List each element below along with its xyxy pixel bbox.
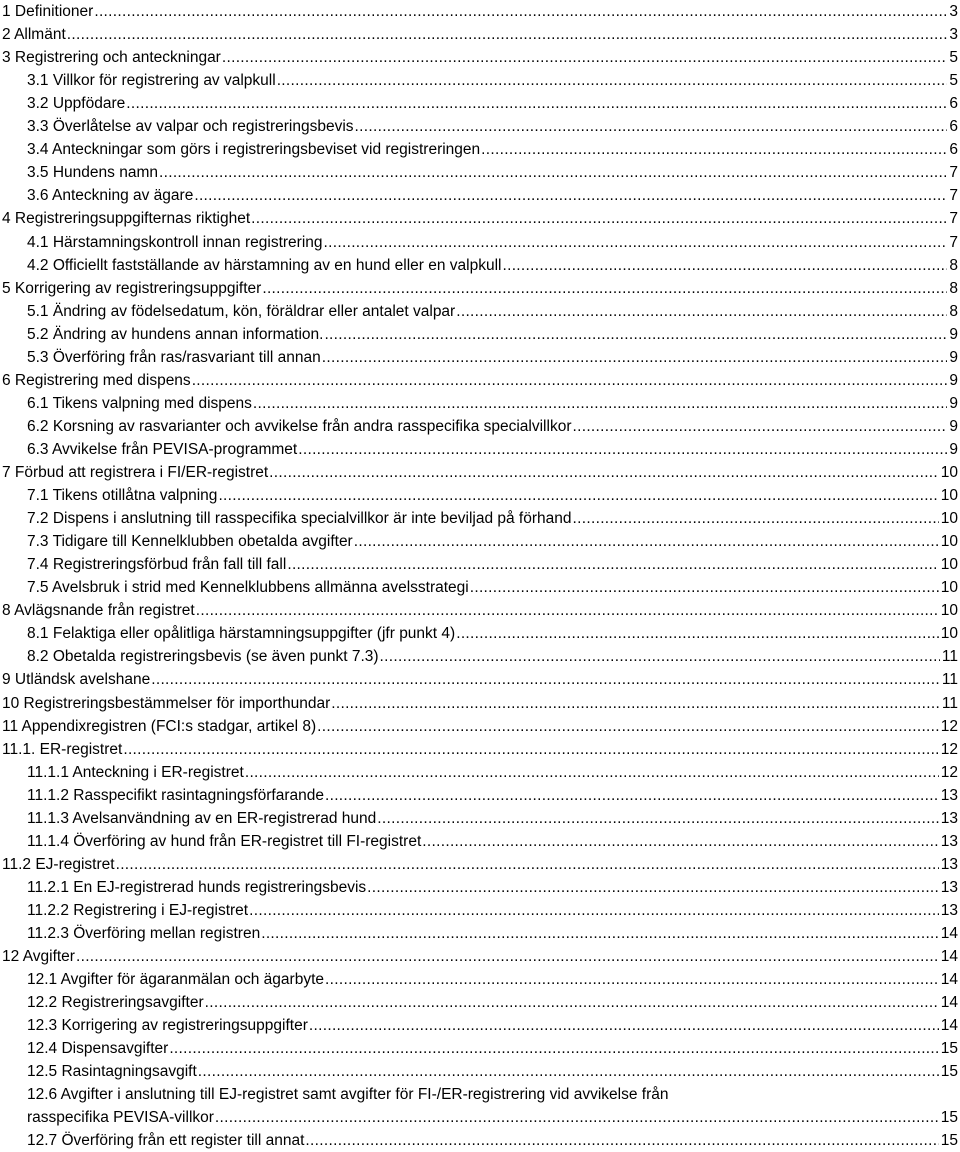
toc-entry[interactable] (0, 899, 960, 922)
toc-entry[interactable] (0, 991, 960, 1014)
toc-leader-dots (94, 0, 947, 23)
toc-entry[interactable] (0, 830, 960, 853)
toc-entry-label: 12.4 Dispensavgifter (27, 1040, 169, 1058)
toc-page-number: 15 (940, 1109, 958, 1127)
toc-leader-dots (67, 23, 948, 46)
toc-page-number: 13 (940, 901, 958, 919)
toc-entry-label: 12.7 Överföring från ett register till annat (27, 1132, 305, 1150)
toc-page-number: 11 (941, 694, 958, 712)
toc-entry[interactable] (0, 69, 960, 92)
toc-entry-label: 9 Utländsk avelshane (2, 671, 151, 689)
toc-leader-dots (159, 161, 947, 184)
toc-entry[interactable] (0, 115, 960, 138)
toc-page-number: 10 (940, 464, 958, 481)
toc-entry-label: rasspecifika PEVISA-villkor (27, 1109, 214, 1127)
toc-page-number: 7 (949, 210, 958, 228)
toc-entry[interactable] (0, 507, 960, 530)
toc-leader-dots (367, 876, 939, 899)
toc-entry-label: 3.4 Anteckningar som görs i registreringsbeviset vid registreringen (27, 141, 481, 159)
toc-leader-dots (355, 115, 948, 138)
toc-entry[interactable] (0, 138, 960, 161)
toc-entry-label: 3.3 Överlåtelse av valpar och registreringsbevis (27, 118, 354, 136)
toc-page-number: 10 (940, 510, 958, 528)
toc-entry[interactable] (0, 1037, 960, 1060)
toc-entry-label: 11 Appendixregistren (FCI:s stadgar, artikel 8) (2, 717, 317, 735)
toc-page-number: 9 (949, 417, 958, 435)
toc-entry-label: 3.5 Hundens namn (27, 164, 158, 182)
toc-entry[interactable] (0, 1060, 960, 1083)
toc-entry[interactable] (0, 1083, 960, 1106)
toc-entry-label: 12.6 Avgifter i anslutning till EJ-registret samt avgifter för FI-/ER-registrering vid avvikelse från (27, 1086, 669, 1104)
toc-entry[interactable] (0, 46, 960, 69)
toc-page-number: 7 (949, 187, 958, 205)
toc-entry-label: 5.2 Ändring av hundens annan information. (27, 325, 324, 343)
toc-page-number: 10 (940, 625, 958, 643)
toc-entry-label: 11.1.2 Rasspecifikt rasintagningsförfarande (27, 786, 324, 804)
toc-entry[interactable] (0, 692, 960, 715)
toc-page-number: 14 (940, 971, 958, 989)
toc-entry[interactable] (0, 392, 960, 415)
toc-leader-dots (262, 277, 947, 300)
toc-page-number: 11 (941, 648, 958, 666)
toc-entry[interactable] (0, 784, 960, 807)
toc-leader-dots (261, 922, 939, 945)
toc-page-number: 8 (949, 279, 958, 297)
toc-entry-label: 3.2 Uppfödare (27, 95, 126, 113)
toc-entry[interactable] (0, 668, 960, 691)
toc-entry-label: 6.3 Avvikelse från PEVISA-programmet (27, 440, 298, 458)
toc-entry[interactable] (0, 369, 960, 392)
toc-entry-label: 12.2 Registreringsavgifter (27, 994, 204, 1012)
toc-page-number: 13 (940, 878, 958, 896)
toc-entry[interactable] (0, 300, 960, 323)
toc-leader-dots (325, 968, 939, 991)
toc-entry[interactable] (0, 922, 960, 945)
toc-page-number: 9 (949, 371, 958, 389)
toc-leader-dots (245, 761, 939, 784)
toc-page-number: 14 (940, 994, 958, 1012)
toc-entry-label: 11.1.3 Avelsanvändning av en ER-registrerad hund (27, 809, 377, 827)
toc-entry[interactable] (0, 807, 960, 830)
toc-entry[interactable] (0, 207, 960, 230)
toc-entry[interactable] (0, 1014, 960, 1037)
toc-entry-label: 3.6 Anteckning av ägare (27, 187, 194, 205)
toc-entry[interactable] (0, 346, 960, 369)
toc-entry-label: 10 Registreringsbestämmelser för importhundar (2, 694, 331, 712)
toc-page-number: 10 (940, 533, 958, 551)
toc-entry-label: 7.3 Tidigare till Kennelklubben obetalda avgifter (27, 533, 353, 551)
toc-entry-label: 11.1.4 Överföring av hund från ER-registret till FI-registret (27, 832, 422, 850)
toc-page-number: 13 (940, 786, 958, 804)
toc-entry-label: 3.1 Villkor för registrering av valpkull (27, 72, 276, 90)
toc-leader-dots (456, 300, 947, 323)
toc-leader-dots (481, 138, 947, 161)
toc-entry[interactable] (0, 231, 960, 254)
toc-leader-dots (305, 1129, 938, 1152)
toc-leader-dots (322, 346, 948, 369)
toc-page-number: 14 (940, 948, 958, 966)
toc-leader-dots (470, 576, 939, 599)
toc-leader-dots (249, 899, 939, 922)
toc-page-number: 12 (940, 740, 958, 758)
toc-leader-dots (222, 46, 948, 69)
toc-leader-dots (573, 507, 939, 530)
toc-entry-label: 7 Förbud att registrera i FI/ER-registret (2, 464, 269, 481)
toc-entry-label: 12.5 Rasintagningsavgift (27, 1063, 197, 1081)
toc-entry-label: 5.1 Ändring av födelsedatum, kön, föräldrar eller antalet valpar (27, 302, 456, 320)
toc-page-number: 5 (949, 49, 958, 67)
toc-page-number: 8 (949, 302, 958, 320)
toc-leader-dots (194, 184, 947, 207)
toc-leader-dots (76, 945, 939, 968)
toc-entry[interactable] (0, 184, 960, 207)
toc-entry[interactable] (0, 622, 960, 645)
toc-leader-dots (380, 645, 940, 668)
toc-entry-label: 11.1.1 Anteckning i ER-registret (27, 763, 244, 781)
toc-page-number: 15 (940, 1132, 958, 1150)
toc-page-number: 9 (949, 394, 958, 412)
toc-entry[interactable] (0, 599, 960, 622)
toc-entry[interactable] (0, 461, 960, 484)
toc-entry-label: 7.1 Tikens otillåtna valpning (27, 487, 218, 505)
toc-leader-dots (422, 830, 938, 853)
toc-entry-label: 2 Allmänt (2, 26, 66, 44)
toc-entry[interactable] (0, 161, 960, 184)
toc-entry[interactable] (0, 23, 960, 46)
toc-leader-dots (192, 369, 948, 392)
toc-entry-label: 12.1 Avgifter för ägaranmälan och ägarbyte (27, 971, 324, 989)
toc-entry-label: 6 Registrering med dispens (2, 371, 191, 389)
toc-leader-dots (277, 69, 948, 92)
toc-leader-dots (456, 622, 939, 645)
toc-entry[interactable] (0, 738, 960, 761)
toc-entry-label: 5 Korrigering av registreringsuppgifter (2, 279, 262, 297)
toc-entry-label: 7.4 Registreringsförbud från fall till fall (27, 556, 287, 574)
toc-entry[interactable] (0, 553, 960, 576)
toc-page-number: 3 (949, 3, 958, 20)
toc-entry-label: 4.2 Officiellt fastställande av härstamning av en hund eller en valpkull (27, 256, 502, 274)
toc-entry-label: 11.2.3 Överföring mellan registren (27, 925, 261, 942)
toc-page-number: 11 (941, 671, 958, 689)
toc-leader-dots (317, 715, 939, 738)
toc-page-number: 9 (949, 348, 958, 366)
toc-leader-dots (151, 668, 940, 691)
toc-page-number: 15 (940, 1063, 958, 1081)
toc-entry-label: 12 Avgifter (2, 948, 75, 966)
toc-leader-dots (196, 599, 939, 622)
toc-leader-dots (287, 553, 938, 576)
toc-entry-label: 7.5 Avelsbruk i strid med Kennelklubbens allmänna avelsstrategi (27, 579, 469, 597)
toc-leader-dots (251, 207, 947, 230)
toc-entry-continuation[interactable] (0, 1106, 960, 1129)
toc-entry[interactable] (0, 968, 960, 991)
toc-entry[interactable] (0, 438, 960, 461)
toc-page-number: 13 (940, 809, 958, 827)
toc-leader-dots (218, 484, 938, 507)
toc-leader-dots (324, 231, 948, 254)
toc-entry[interactable] (0, 761, 960, 784)
toc-entry-label: 8 Avlägsnande från registret (2, 602, 195, 620)
toc-page-number: 9 (949, 325, 958, 343)
toc-leader-dots (126, 92, 947, 115)
toc-leader-dots (309, 1014, 939, 1037)
toc-page-number: 15 (940, 1040, 958, 1058)
toc-entry[interactable] (0, 715, 960, 738)
toc-page-number: 6 (949, 118, 958, 136)
toc-entry-label: 7.2 Dispens i anslutning till rasspecifika specialvillkor är inte beviljad på förhand (27, 510, 572, 528)
toc-entry-label: 8.1 Felaktiga eller opålitliga härstamningsuppgifter (jfr punkt 4) (27, 625, 456, 643)
toc-entry[interactable] (0, 415, 960, 438)
toc-entry-label: 6.2 Korsning av rasvarianter och avvikelse från andra rasspecifika specialvillkor (27, 417, 572, 435)
toc-entry-label: 11.2 EJ-registret (2, 855, 115, 873)
toc-page-number: 10 (940, 579, 958, 597)
toc-page-number: 8 (949, 256, 958, 274)
toc-page-number: 14 (940, 925, 958, 942)
toc-entry[interactable] (0, 254, 960, 277)
toc-entry-label: 11.2.2 Registrering i EJ-registret (27, 901, 249, 919)
toc-leader-dots (572, 415, 947, 438)
toc-entry-label: 5.3 Överföring från ras/rasvariant till annan (27, 348, 321, 366)
toc-leader-dots (253, 392, 947, 415)
toc-leader-dots (324, 323, 947, 346)
toc-page-number: 3 (949, 26, 958, 44)
toc-entry-label: 3 Registrering och anteckningar (2, 49, 221, 67)
toc-leader-dots (325, 784, 939, 807)
toc-entry[interactable] (0, 576, 960, 599)
toc-entry-label: 12.3 Korrigering av registreringsuppgifter (27, 1017, 308, 1035)
toc-entry[interactable] (0, 645, 960, 668)
toc-entry-label: 4.1 Härstamningskontroll innan registrering (27, 233, 323, 251)
toc-entry[interactable] (0, 876, 960, 899)
toc-entry[interactable] (0, 484, 960, 507)
toc-entry-label: 6.1 Tikens valpning med dispens (27, 394, 252, 412)
toc-page-number: 13 (940, 855, 958, 873)
toc-entry[interactable] (0, 1129, 960, 1152)
toc-page-number: 5 (949, 72, 958, 90)
toc-leader-dots (354, 530, 939, 553)
toc-leader-dots (123, 738, 938, 761)
toc-leader-dots (377, 807, 938, 830)
toc-page-number: 10 (940, 556, 958, 574)
toc-entry[interactable] (0, 92, 960, 115)
toc-entry[interactable] (0, 945, 960, 968)
toc-entry-label: 11.1. ER-registret (2, 740, 123, 758)
toc-page-number: 10 (940, 602, 958, 620)
toc-page-number: 7 (949, 233, 958, 251)
toc-leader-dots (205, 991, 939, 1014)
toc-leader-dots (169, 1037, 938, 1060)
toc-leader-dots (269, 461, 939, 484)
toc-leader-dots (298, 438, 947, 461)
toc-leader-dots (116, 853, 939, 876)
toc-entry[interactable] (0, 323, 960, 346)
toc-page-number: 12 (940, 717, 958, 735)
toc-entry-label: 1 Definitioner (2, 3, 94, 20)
toc-leader-dots (331, 692, 940, 715)
toc-page-number: 12 (940, 763, 958, 781)
toc-entry-label: 4 Registreringsuppgifternas riktighet (2, 210, 251, 228)
toc-entry-label: 8.2 Obetalda registreringsbevis (se även punkt 7.3) (27, 648, 379, 666)
toc-entry[interactable] (0, 530, 960, 553)
toc-page-number: 14 (940, 1017, 958, 1035)
toc-page-number: 6 (949, 95, 958, 113)
toc-entry-label: 11.2.1 En EJ-registrerad hunds registreringsbevis (27, 878, 367, 896)
toc-leader-dots (198, 1060, 939, 1083)
toc-entry[interactable] (0, 853, 960, 876)
toc-page-number: 13 (940, 832, 958, 850)
toc-leader-dots (502, 254, 947, 277)
toc-entry[interactable] (0, 0, 960, 23)
toc-page-number: 9 (949, 440, 958, 458)
toc-page-number: 6 (949, 141, 958, 159)
toc-page-number: 10 (940, 487, 958, 505)
toc-entry[interactable] (0, 277, 960, 300)
toc-page-number: 7 (949, 164, 958, 182)
toc-leader-dots (215, 1106, 939, 1129)
